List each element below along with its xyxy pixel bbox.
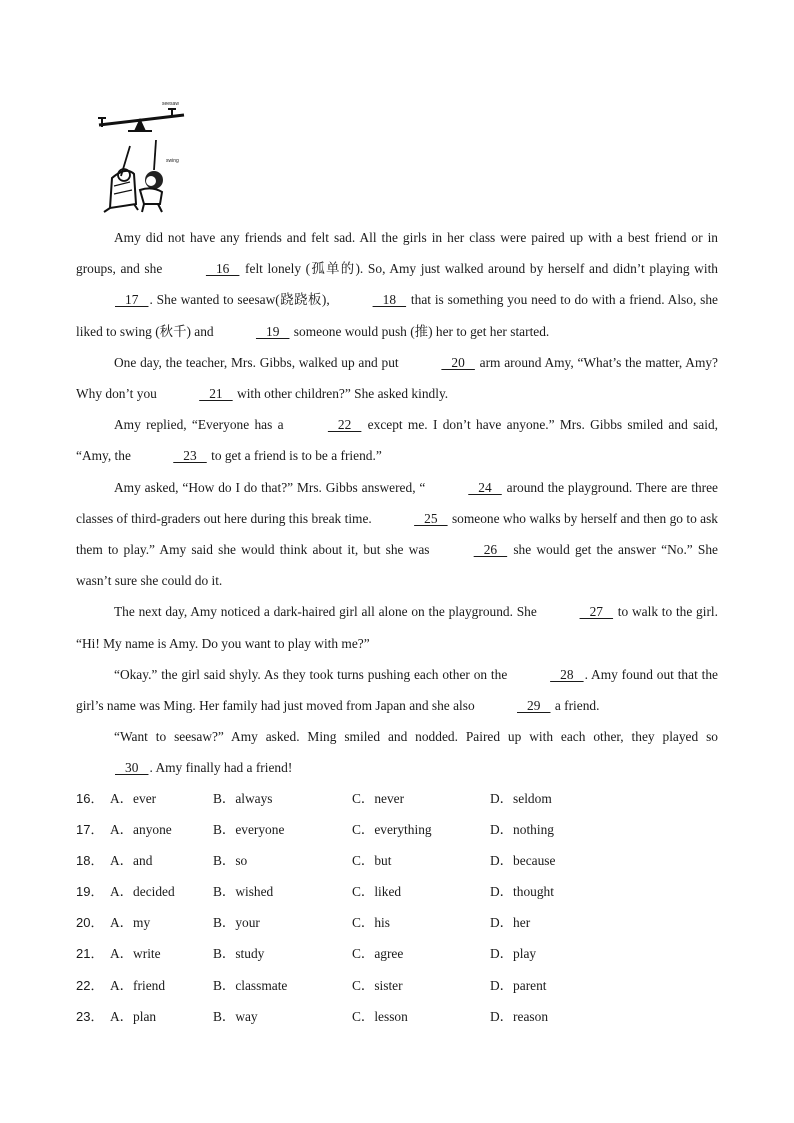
- blank-23: 23: [173, 448, 207, 464]
- option-b[interactable]: B．classmate: [213, 977, 288, 993]
- passage-text: arm around Amy, “What’s the matter, Amy? Why don’t you: [76, 354, 719, 402]
- blank-27: 27: [579, 604, 614, 620]
- option-c[interactable]: C．but: [352, 853, 392, 869]
- option-a[interactable]: A．ever: [110, 791, 157, 806]
- option-b[interactable]: B．always: [213, 791, 273, 806]
- passage-text: One day, the teacher, Mrs. Gibbs, walked up and put: [114, 354, 403, 370]
- passage-paragraph: [76, 409, 718, 471]
- question-number: 17．: [76, 822, 104, 838]
- blank-26: 26: [473, 542, 508, 558]
- option-d[interactable]: D．nothing: [490, 822, 554, 838]
- question-row: [76, 906, 718, 937]
- option-a[interactable]: A．friend: [110, 977, 166, 993]
- passage-text: “Okay.” the girl said shyly. As they took turns pushing each other on the: [114, 666, 512, 682]
- option-c[interactable]: C．everything: [352, 822, 432, 838]
- option-b[interactable]: B．everyone: [213, 822, 285, 838]
- question-row: [76, 813, 718, 844]
- passage-paragraph: [76, 472, 718, 597]
- blank-28: 28: [550, 666, 584, 682]
- passage-paragraph: [76, 721, 718, 783]
- option-a[interactable]: A．my: [110, 915, 151, 931]
- option-c[interactable]: C．lesson: [352, 1008, 408, 1024]
- seesaw-label: seesaw: [162, 101, 179, 107]
- question-number: 22．: [76, 977, 104, 993]
- blank-24: 24: [468, 479, 502, 495]
- blank-22: 22: [327, 417, 362, 433]
- passage-paragraph: [76, 222, 718, 347]
- blank-19: 19: [255, 323, 290, 339]
- blank-20: 20: [441, 354, 475, 370]
- option-d[interactable]: D．play: [490, 946, 537, 962]
- option-a[interactable]: A．anyone: [110, 822, 172, 838]
- option-d[interactable]: D．her: [490, 915, 531, 931]
- option-d[interactable]: D．reason: [490, 1008, 549, 1024]
- question-row: [76, 937, 718, 968]
- seesaw-swing-illustration: [96, 96, 196, 214]
- option-d[interactable]: D．parent: [490, 977, 547, 993]
- passage-text: to get a friend is to be a friend.”: [207, 448, 382, 464]
- question-row: [76, 844, 718, 875]
- option-b[interactable]: B．so: [213, 853, 248, 869]
- cloze-passage: [76, 222, 718, 784]
- blank-21: 21: [199, 386, 233, 402]
- blank-30: 30: [115, 760, 149, 776]
- passage-text: . Amy finally had a friend!: [149, 760, 293, 776]
- option-b[interactable]: B．study: [213, 946, 265, 962]
- question-row: [76, 1000, 718, 1031]
- swing-label: swing: [166, 158, 179, 164]
- answer-options: [76, 782, 718, 1031]
- option-d[interactable]: D．because: [490, 853, 556, 869]
- passage-text: she would get the answer “No.” She wasn’t sure she could do it.: [76, 542, 718, 589]
- option-c[interactable]: C．liked: [352, 884, 402, 900]
- option-a[interactable]: A．decided: [110, 884, 175, 900]
- passage-text: felt lonely (孤单的). So, Amy just walked around by herself and didn’t playing with: [240, 261, 718, 277]
- option-b[interactable]: B．way: [213, 1008, 258, 1024]
- passage-text: that is something you need to do with a friend. Also, she liked to swing (秋千) and: [76, 292, 718, 339]
- passage-text: with other children?” She asked kindly.: [233, 386, 449, 402]
- option-d[interactable]: D．seldom: [490, 791, 552, 806]
- passage-text: around the playground. There are three classes of third-graders out here during this break time.: [76, 479, 718, 526]
- blank-17: 17: [115, 292, 149, 308]
- question-number: 23．: [76, 1008, 104, 1024]
- question-row: [76, 969, 718, 1000]
- option-a[interactable]: A．plan: [110, 1008, 157, 1024]
- passage-text: someone who walks by herself and then go to ask them to play.” Amy said she would think about it, but she was: [76, 510, 718, 558]
- option-c[interactable]: C．his: [352, 915, 390, 931]
- option-d[interactable]: D．thought: [490, 884, 554, 900]
- question-number: 19．: [76, 884, 104, 900]
- passage-paragraph: [76, 659, 718, 721]
- option-c[interactable]: C．sister: [352, 977, 403, 993]
- passage-text: Amy asked, “How do I do that?” Mrs. Gibbs answered, “: [114, 479, 430, 495]
- blank-29: 29: [517, 698, 551, 714]
- blank-18: 18: [372, 292, 407, 308]
- passage-paragraph: [76, 596, 718, 658]
- option-c[interactable]: C．never: [352, 791, 405, 806]
- question-number: 20．: [76, 915, 104, 931]
- passage-text: “Want to seesaw?” Amy asked. Ming smiled and nodded. Paired up with each other, they played so: [114, 729, 718, 745]
- option-b[interactable]: B．your: [213, 915, 260, 931]
- passage-text: Amy replied, “Everyone has a: [114, 417, 289, 433]
- passage-paragraph: [76, 347, 718, 409]
- blank-25: 25: [414, 510, 448, 526]
- option-b[interactable]: B．wished: [213, 884, 274, 900]
- option-c[interactable]: C．agree: [352, 946, 404, 962]
- passage-text: to walk to the girl. “Hi! My name is Amy. Do you want to play with me?”: [76, 604, 718, 651]
- question-number: 18．: [76, 853, 104, 869]
- passage-text: a friend.: [551, 698, 600, 714]
- passage-text: . Amy found out that the girl’s name was Ming. Her family had just moved from Japan and she also: [76, 666, 718, 714]
- question-row: [76, 782, 718, 813]
- passage-text: . She wanted to seesaw(跷跷板),: [149, 292, 334, 308]
- passage-text: except me. I don’t have anyone.” Mrs. Gibbs smiled and said, “Amy, the: [76, 417, 718, 464]
- question-number: 21．: [76, 946, 104, 962]
- passage-text: The next day, Amy noticed a dark-haired girl all alone on the playground. She: [114, 604, 541, 620]
- option-a[interactable]: A．write: [110, 946, 161, 962]
- option-a[interactable]: A．and: [110, 853, 153, 869]
- passage-text: someone would push (推) her to get her started.: [290, 323, 550, 339]
- question-number: 16．: [76, 791, 104, 806]
- blank-16: 16: [205, 261, 240, 277]
- passage-text: Amy did not have any friends and felt sad. All the girls in her class were paired up with a best friend or in groups, and she: [76, 230, 718, 277]
- question-row: [76, 875, 718, 906]
